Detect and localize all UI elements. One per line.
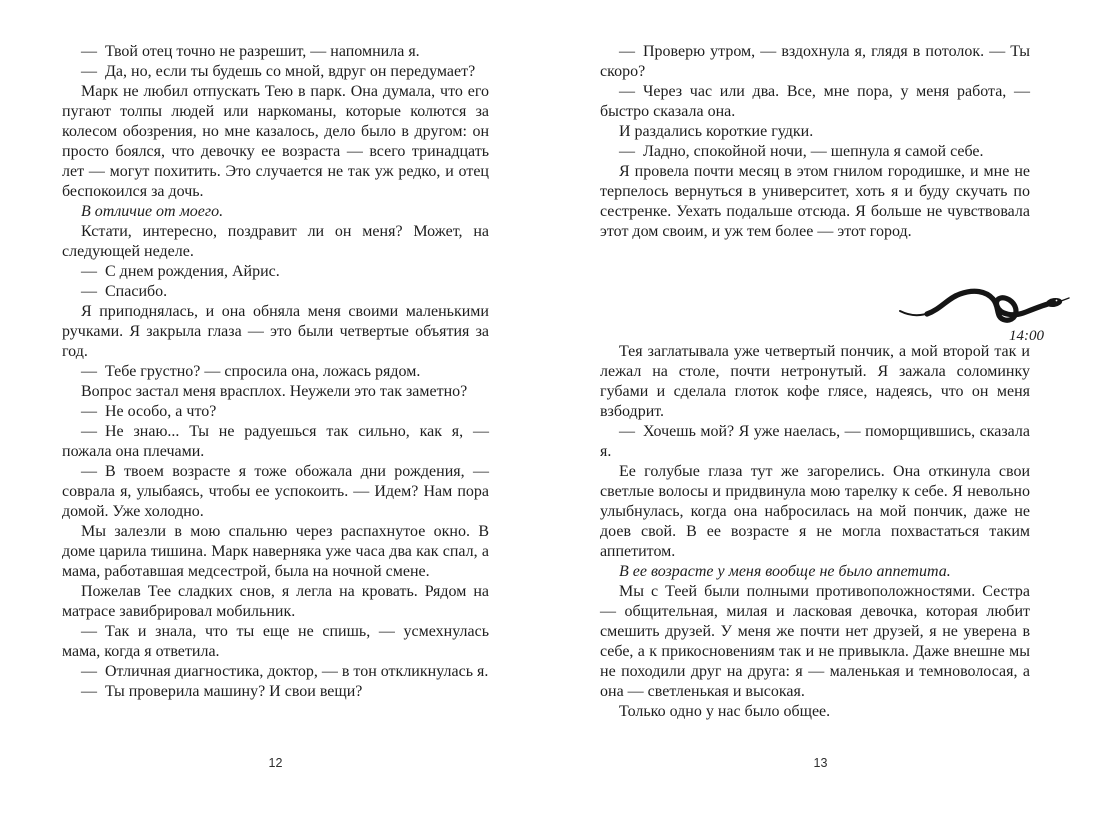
page-left [62,42,489,702]
paragraph: — Проверю утром, — вздохнула я, глядя в потолок. — Ты скоро? [600,43,1030,80]
paragraph: — Хочешь мой? Я уже наелась, — поморщившись, сказала я. [600,423,1030,460]
paragraph: — В твоем возрасте я тоже обожала дни рождения, — соврала я, улыбаясь, чтобы ее успокоить. — Идем? Нам пора домой. Уже холодно. [62,463,489,520]
paragraph: Марк не любил отпускать Тею в парк. Она думала, что его пугают толпы людей или наркоманы, которые колются за колесом обозрения, но мне казалось, дело было в другом: он просто боялся, что девочку ее возраста — всего тринадцать лет — могут похитить. Это случается не так уж редко, и отец беспокоился за дочь. [62,83,489,200]
paragraph: — Твой отец точно не разрешит, — напомнила я. [81,43,420,60]
paragraph: — Отличная диагностика, доктор, — в тон откликнулась я. [81,663,489,680]
paragraph: Я провела почти месяц в этом гнилом городишке, и мне не терпелось вернуться в университет, хоть я и буду скучать по сестренке. Уехать подальше отсюда. Я больше не чувствовала этот дом своим, и уж тем более — этот город. [600,163,1030,240]
page-right [600,42,1044,722]
left-page-text [62,42,489,702]
paragraph: — Ты проверила машину? И свои вещи? [81,683,363,700]
paragraph: Только одно у нас было общее. [619,703,831,720]
right-page-text-after-break [600,342,1030,722]
section-break-caption: 14:00 [1009,328,1044,344]
paragraph: Пожелав Тее сладких снов, я легла на кровать. Рядом на матрасе завибрировал мобильник. [62,583,489,620]
paragraph: — Так и знала, что ты еще не спишь, — усмехнулась мама, когда я ответила. [62,623,489,660]
page-number-right: 13 [813,756,828,770]
paragraph: — Да, но, если ты будешь со мной, вдруг он передумает? [81,63,476,80]
paragraph: — Через час или два. Все, мне пора, у меня работа, — быстро сказала она. [600,83,1030,120]
page-number-left: 12 [268,756,283,770]
paragraph: — Тебе грустно? — спросила она, ложась рядом. [81,363,421,380]
paragraph: — Спасибо. [81,283,168,300]
right-page-text-before-break [600,42,1030,242]
paragraph: И раздались короткие гудки. [619,123,814,140]
paragraph: — Ладно, спокойной ночи, — шепнула я самой себе. [619,143,984,160]
paragraph: Мы залезли в мою спальню через распахнутое окно. В доме царила тишина. Марк наверняка уже часа два как спал, а мама, работавшая медсестрой, была на ночной смене. [62,523,489,580]
paragraph: Я приподнялась, и она обняла меня своими маленькими ручками. Я закрыла глаза — это были четвертые объятия за год. [62,303,489,360]
paragraph: Кстати, интересно, поздравит ли он меня? Может, на следующей неделе. [62,223,489,260]
section-break-figure [898,274,1070,345]
paragraph: Ее голубые глаза тут же загорелись. Она откинула свои светлые волосы и придвинула мою тарелку к себе. Я невольно улыбнулась, когда она набросилась на мой пончик, даже не доев свой. В ее возрасте я не могла похвастаться таким аппетитом. [600,463,1030,560]
paragraph: Вопрос застал меня врасплох. Неужели это так заметно? [81,383,468,400]
paragraph: Мы с Теей были полными противоположностями. Сестра — общительная, милая и ласковая девочка, которая любит смешить друзей. У меня же почти нет друзей, я не уверена в себе, а к прикосновениям так и не привыкла. Даже внешне мы не походили друг на друга: я — маленькая и темноволосая, а она — светленькая и высокая. [600,583,1030,700]
paragraph: В ее возрасте у меня вообще не было аппетита. [619,563,951,580]
paragraph: Тея заглатывала уже четвертый пончик, а мой второй так и лежал на столе, почти нетронутый. Я зажала соломинку губами и сделала глоток кофе глясе, надеясь, что он меня взбодрит. [600,343,1030,420]
paragraph: — С днем рождения, Айрис. [81,263,280,280]
paragraph: В отличие от моего. [81,203,224,220]
paragraph: — Не знаю... Ты не радуешься так сильно, как я, — пожала она плечами. [62,423,489,460]
paragraph: — Не особо, а что? [81,403,217,420]
snake-illustration [898,274,1070,326]
